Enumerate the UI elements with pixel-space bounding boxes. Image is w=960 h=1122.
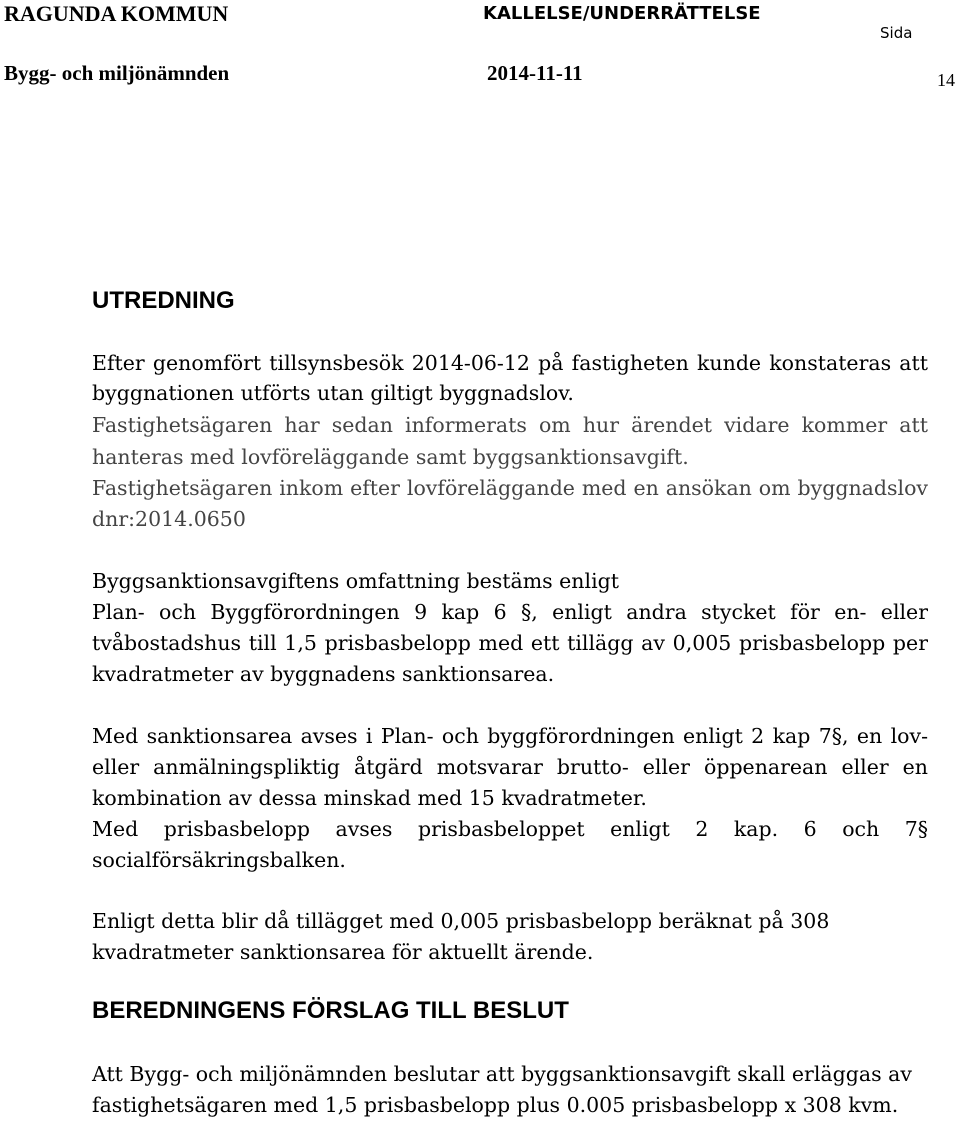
text-line: kvadratmeter av byggnadens sanktionsarea.	[92, 662, 555, 686]
text-line: Med prisbasbelopp avses prisbasbeloppet enligt 2 kap. 6 och 7§	[92, 817, 928, 841]
text-line: Byggsanktionsavgiftens omfattning bestäms enligt	[92, 569, 619, 593]
text-line: Efter genomfört tillsynsbesök 2014-06-12 på fastigheten kunde konstateras att	[92, 351, 928, 375]
municipality-name: RAGUNDA KOMMUN	[4, 1, 229, 26]
text-line: tvåbostadshus till 1,5 prisbasbelopp med ett tillägg av 0,005 prisbasbelopp per	[92, 631, 928, 655]
page-number: 14	[937, 70, 955, 90]
text-line: Med sanktionsarea avses i Plan- och byggförordningen enligt 2 kap 7§, en lov-	[92, 724, 928, 748]
text-line: kombination av dessa minskad med 15 kvadratmeter.	[92, 786, 647, 810]
text-line: dnr:2014.0650	[92, 507, 246, 531]
meeting-date: 2014-11-11	[487, 61, 583, 85]
text-line: kvadratmeter sanktionsarea för aktuellt ärende.	[92, 940, 594, 964]
text-line: fastighetsägaren med 1,5 prisbasbelopp plus 0.005 prisbasbelopp x 308 kvm.	[92, 1093, 899, 1117]
text-line: Fastighetsägaren inkom efter lovföreläggande med en ansökan om byggnadslov	[92, 476, 928, 500]
text-line: socialförsäkringsbalken.	[92, 848, 346, 872]
text-line: Enligt detta blir då tillägget med 0,005 prisbasbelopp beräknat på 308	[92, 909, 830, 933]
text-line: Plan- och Byggförordningen 9 kap 6 §, enligt andra stycket för en- eller	[92, 600, 928, 624]
text-line: byggnationen utförts utan giltigt byggnadslov.	[92, 381, 574, 405]
text-line: eller anmälningspliktig åtgärd motsvarar brutto- eller öppenarean eller en	[92, 755, 928, 779]
section-heading-utredning: UTREDNING	[92, 287, 235, 314]
text-line: Att Bygg- och miljönämnden beslutar att byggsanktionsavgift skall erläggas av	[92, 1062, 912, 1086]
section-heading-proposal: BEREDNINGENS FÖRSLAG TILL BESLUT	[92, 997, 569, 1024]
committee-name: Bygg- och miljönämnden	[4, 61, 230, 85]
text-line: hanteras med lovföreläggande samt byggsanktionsavgift.	[92, 445, 689, 469]
document-type: KALLELSE/UNDERRÄTTELSE	[483, 3, 761, 24]
text-line: Fastighetsägaren har sedan informerats om hur ärendet vidare kommer att	[92, 413, 928, 437]
page-label: Sida	[880, 24, 913, 42]
